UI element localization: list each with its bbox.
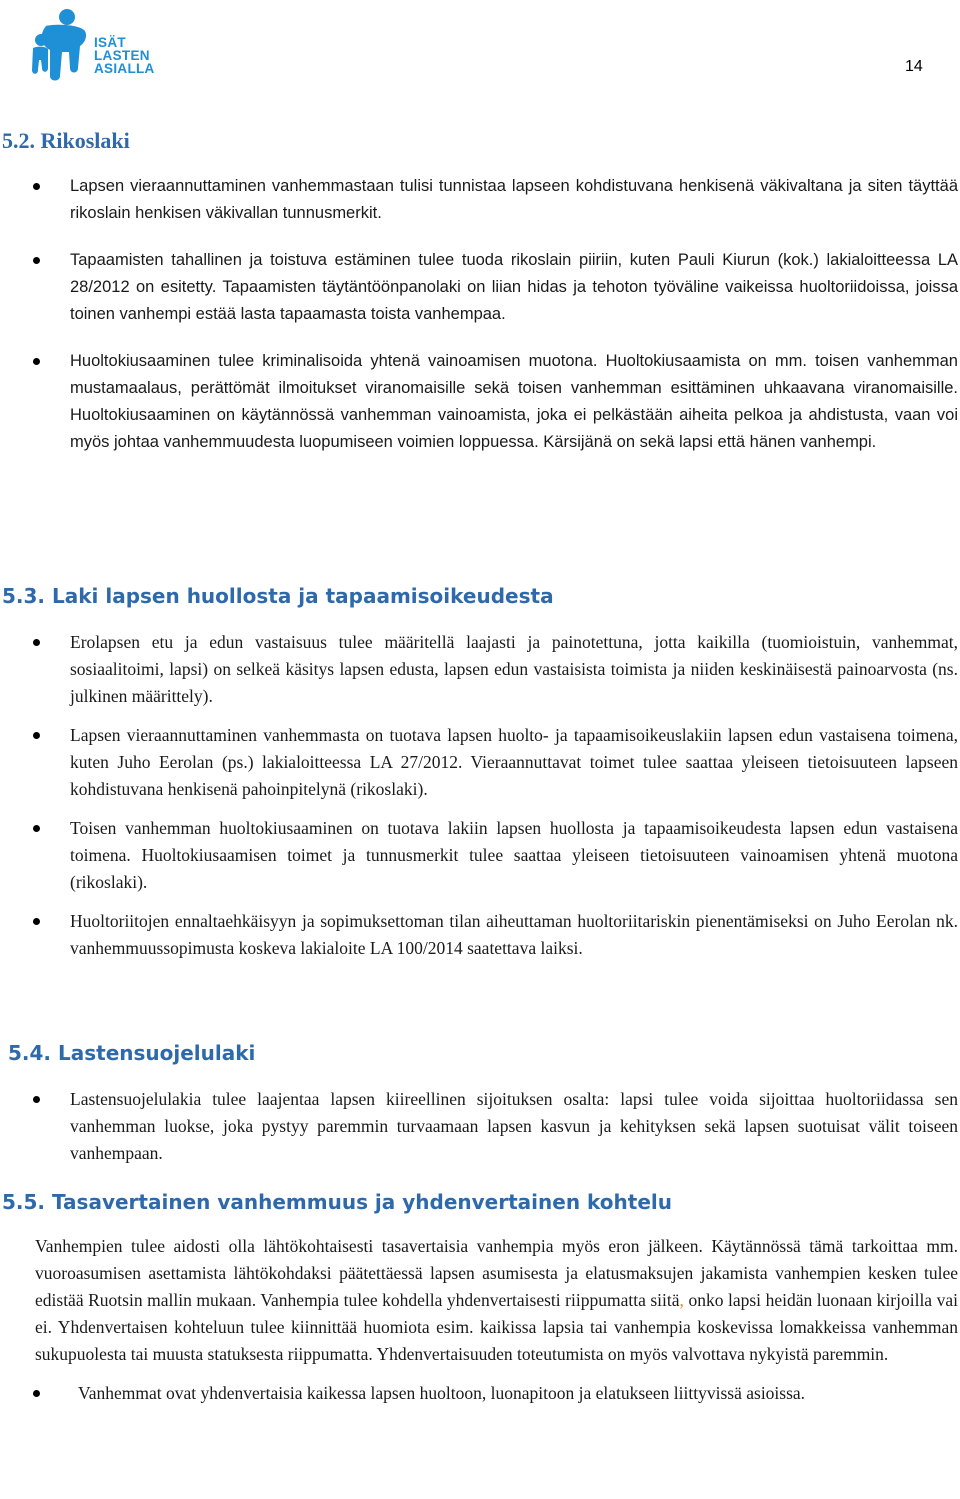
list-item: Huoltoriitojen ennaltaehkäisyyn ja sopimuksettoman tilan aiheuttaman huoltoriitariskin pienentämiseksi on Juho Eerolan nk. vanhemmuussopimusta koskeva lakialoite LA 100/2014 saatettava laiksi. — [0, 908, 960, 962]
list-item: Lastensuojelulakia tulee laajentaa lapsen kiireellinen sijoituksen osalta: lapsi tulee voida sijoittaa huoltoriidassa sen vanhemman luokse, joka pystyy paremmin turvaamaan lapsen kasvun ja kehityksen sekä lapsen suotuisat välit toiseen vanhempaan. — [0, 1086, 960, 1167]
list-item: Lapsen vieraannuttaminen vanhemmasta on tuotava lapsen huolto- ja tapaamisoikeuslakiin lapsen edun vastaisena toimena, kuten Juho Eerolan (ps.) lakialoitteessa LA 27/2012. Vieraannuttavat toimet tulee saattaa yleiseen tietoisuuteen lapseen kohdistuvana henkisenä pahoinpitelynä (rikoslaki). — [0, 722, 960, 803]
list-item: Toisen vanhemman huoltokiusaaminen on tuotava lakiin lapsen huollosta ja tapaamisoikeudesta lapsen edun vastaisena toimena. Huoltokiusaamisen toimet ja tunnusmerkit tulee saattaa yleiseen tietoisuuteen vainoamisen yhtenä muotona (rikoslaki). — [0, 815, 960, 896]
body-paragraph — [0, 1233, 960, 1368]
logo-line: ASIALLA — [94, 61, 155, 76]
section-5-4-list — [0, 1086, 960, 1167]
logo-line: ISÄT — [94, 35, 126, 50]
section-heading-5-5: 5.5. Tasavertainen vanhemmuus ja yhdenvertainen kohtelu — [2, 1190, 672, 1214]
section-heading-5-2: 5.2. Rikoslaki — [2, 128, 130, 153]
section-heading-5-3: 5.3. Laki lapsen huollosta ja tapaamisoikeudesta — [2, 584, 554, 608]
family-logo-icon — [24, 6, 169, 86]
page-number: 14 — [905, 58, 923, 75]
list-item: Erolapsen etu ja edun vastaisuus tulee määritellä laajasti ja painotettuna, jotta kaikilla (tuomioistuin, vanhemmat, sosiaalitoimi, lapsi) on selkeä käsitys lapsen edusta, lapsen edun vastaisista toimista ja niiden keskinäisestä painoarvosta (ns. julkinen määrittely). — [0, 629, 960, 710]
logo-wordmark — [94, 36, 155, 75]
section-5-3-list — [0, 629, 960, 962]
paragraph-text: onko lapsi heidän luonaan kirjoilla vai ei. Yhdenvertaisen kohteluun tulee kiinnittää huomiota esim. kaikissa lapsia tai vanhempia koskevissa lomakkeissa vanhemman sukupuolesta tai muusta statuksesta riippumatta. Yhdenvertaisuuden toteutumista on myös valvottava nykyistä paremmin. — [35, 1290, 958, 1364]
logo-line: LASTEN — [94, 48, 150, 63]
section-5-5-body — [0, 1233, 960, 1407]
list-item: Tapaamisten tahallinen ja toistuva estäminen tulee tuoda rikoslain piiriin, kuten Pauli Kiurun (kok.) lakialoitteessa LA 28/2012 on esitetty. Tapaamisten täytäntöönpanolaki on liian hidas ja tehoton työväline vaikeissa huoltoriidoissa, joissa toinen vanhempi estää lasta tapaamasta toista vanhempaa. — [0, 247, 960, 328]
family-figures-icon — [24, 6, 94, 86]
list-item: Lapsen vieraannuttaminen vanhemmastaan tulisi tunnistaa lapseen kohdistuvana henkisenä väkivaltana ja siten täyttää rikoslain henkisen väkivallan tunnusmerkit. — [0, 173, 960, 227]
list-item: Huoltokiusaaminen tulee kriminalisoida yhtenä vainoamisen muotona. Huoltokiusaamista on mm. toisen vanhemman mustamaalaus, perättömät ilmoitukset viranomaisille sekä toisen vanhemman esittäminen uhkaavana viranomaisille. Huoltokiusaaminen on käytännössä vanhemman vainoamista, joka ei pelkästään aiheita pelkoa ja ahdistusta, vaan voi myös johtaa vanhemmuudesta luopumiseen voimien loppuessa. Kärsijänä on sekä lapsi että hänen vanhempi. — [0, 348, 960, 456]
list-item: Vanhemmat ovat yhdenvertaisia kaikessa lapsen huoltoon, luonapitoon ja elatukseen liittyvissä asioissa. — [0, 1380, 960, 1407]
section-5-2-list — [0, 173, 960, 456]
highlighted-comma: , — [679, 1290, 684, 1310]
paragraph-text: Vanhempien tulee aidosti olla lähtökohtaisesti tasavertaisia vanhempia myös eron jälkeen. Käytännössä tämä tarkoittaa mm. vuoroasumisen asettamista lähtökohdaksi päätettäessä lapsen asumisesta ja elatusmaksujen jakamista vanhempien kesken tulee edistää Ruotsin mallin mukaan. Vanhempia tulee kohdella yhdenvertaisesti riippumatta siitä — [35, 1236, 958, 1310]
section-heading-5-4: 5.4. Lastensuojelulaki — [8, 1041, 256, 1065]
